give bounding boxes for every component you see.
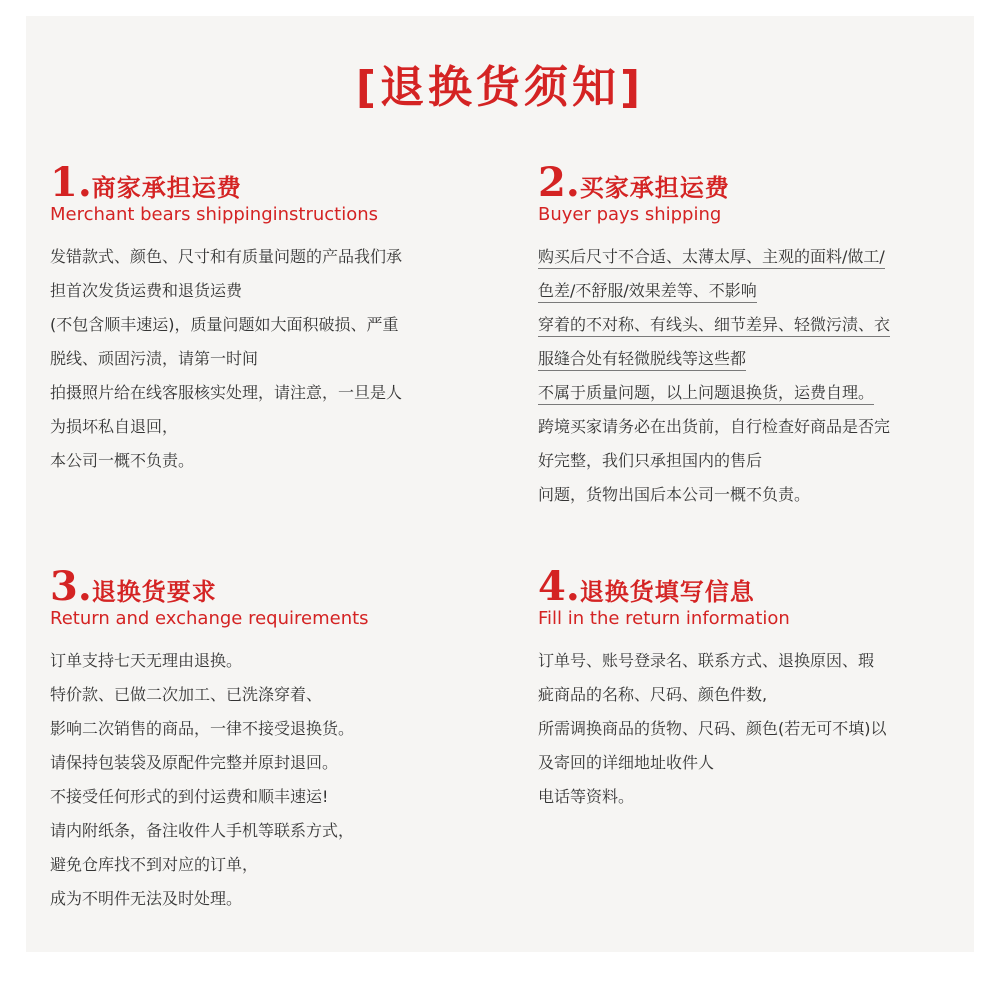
section-body	[538, 240, 958, 512]
text-line: 跨境买家请务必在出货前，自行检查好商品是否完	[538, 417, 891, 436]
text-line: 避免仓库找不到对应的订单，	[50, 855, 259, 874]
text-line: 不接受任何形式的到付运费和顺丰速运!	[50, 787, 329, 806]
text-line: 疵商品的名称、尺码、颜色件数,	[538, 685, 768, 704]
text-line: 拍摄照片给在线客服核实处理，请注意，一旦是人	[50, 383, 403, 402]
underlined-text-line: 色差/不舒服/效果差等、不影响	[538, 274, 958, 308]
text-line: 成为不明件无法及时处理。	[50, 889, 243, 908]
section-merchant-pays	[50, 159, 470, 478]
notice-panel	[26, 16, 974, 952]
text-line: (不包含顺丰速运)，质量问题如大面积破损、严重	[50, 315, 399, 334]
text-line: 请内附纸条，备注收件人手机等联系方式，	[50, 821, 355, 840]
section-title: 买家承担运费	[579, 174, 730, 202]
page-title: [退换货须知]	[355, 62, 645, 113]
section-number: 3.	[50, 563, 92, 610]
section-return-info	[538, 563, 958, 814]
section-return-requirements	[50, 563, 470, 916]
text-line: 及寄回的详细地址收件人	[538, 753, 715, 772]
text-line: 脱线、顽固污渍，请第一时间	[50, 349, 259, 368]
section-heading	[50, 159, 470, 206]
section-subtitle: Merchant bears shippinginstructions	[50, 204, 379, 225]
underlined-text-line: 购买后尺寸不合适、太薄太厚、主观的面料/做工/	[538, 240, 958, 274]
text-line: 问题，货物出国后本公司一概不负责。	[538, 485, 811, 504]
underlined-text-line: 穿着的不对称、有线头、细节差异、轻微污渍、衣	[538, 308, 958, 342]
section-body	[50, 240, 470, 478]
text-line: 本公司一概不负责。	[50, 451, 195, 470]
section-subtitle: Buyer pays shipping	[538, 204, 722, 225]
section-number: 4.	[538, 563, 580, 610]
text-line: 订单支持七天无理由退换。	[50, 651, 243, 670]
section-heading	[538, 563, 958, 610]
section-subtitle: Return and exchange requirements	[50, 608, 369, 629]
section-title: 商家承担运费	[91, 174, 242, 202]
text-line: 所需调换商品的货物、尺码、颜色(若无可不填)以	[538, 719, 887, 738]
text-line: 好完整，我们只承担国内的售后	[538, 451, 763, 470]
section-heading	[538, 159, 958, 206]
section-title: 退换货填写信息	[579, 578, 755, 606]
underlined-text-line: 不属于质量问题，以上问题退换货，运费自理。	[538, 376, 958, 410]
section-heading	[50, 563, 470, 610]
text-line: 特价款、已做二次加工、已洗涤穿着、	[50, 685, 323, 704]
section-buyer-pays	[538, 159, 958, 512]
text-line: 影响二次销售的商品，一律不接受退换货。	[50, 719, 355, 738]
text-line: 为损坏私自退回，	[50, 417, 179, 436]
text-line: 电话等资料。	[538, 787, 635, 806]
text-line: 发错款式、颜色、尺寸和有质量问题的产品我们承	[50, 247, 403, 266]
text-line: 请保持包装袋及原配件完整并原封退回。	[50, 753, 339, 772]
section-body	[538, 644, 958, 814]
section-subtitle: Fill in the return information	[538, 608, 790, 629]
underlined-text-line: 服缝合处有轻微脱线等这些都	[538, 342, 958, 376]
section-title: 退换货要求	[91, 578, 217, 606]
section-body	[50, 644, 470, 916]
text-line: 订单号、账号登录名、联系方式、退换原因、瑕	[538, 651, 875, 670]
text-line: 担首次发货运费和退货运费	[50, 281, 243, 300]
section-number: 1.	[50, 159, 92, 206]
section-number: 2.	[538, 159, 580, 206]
